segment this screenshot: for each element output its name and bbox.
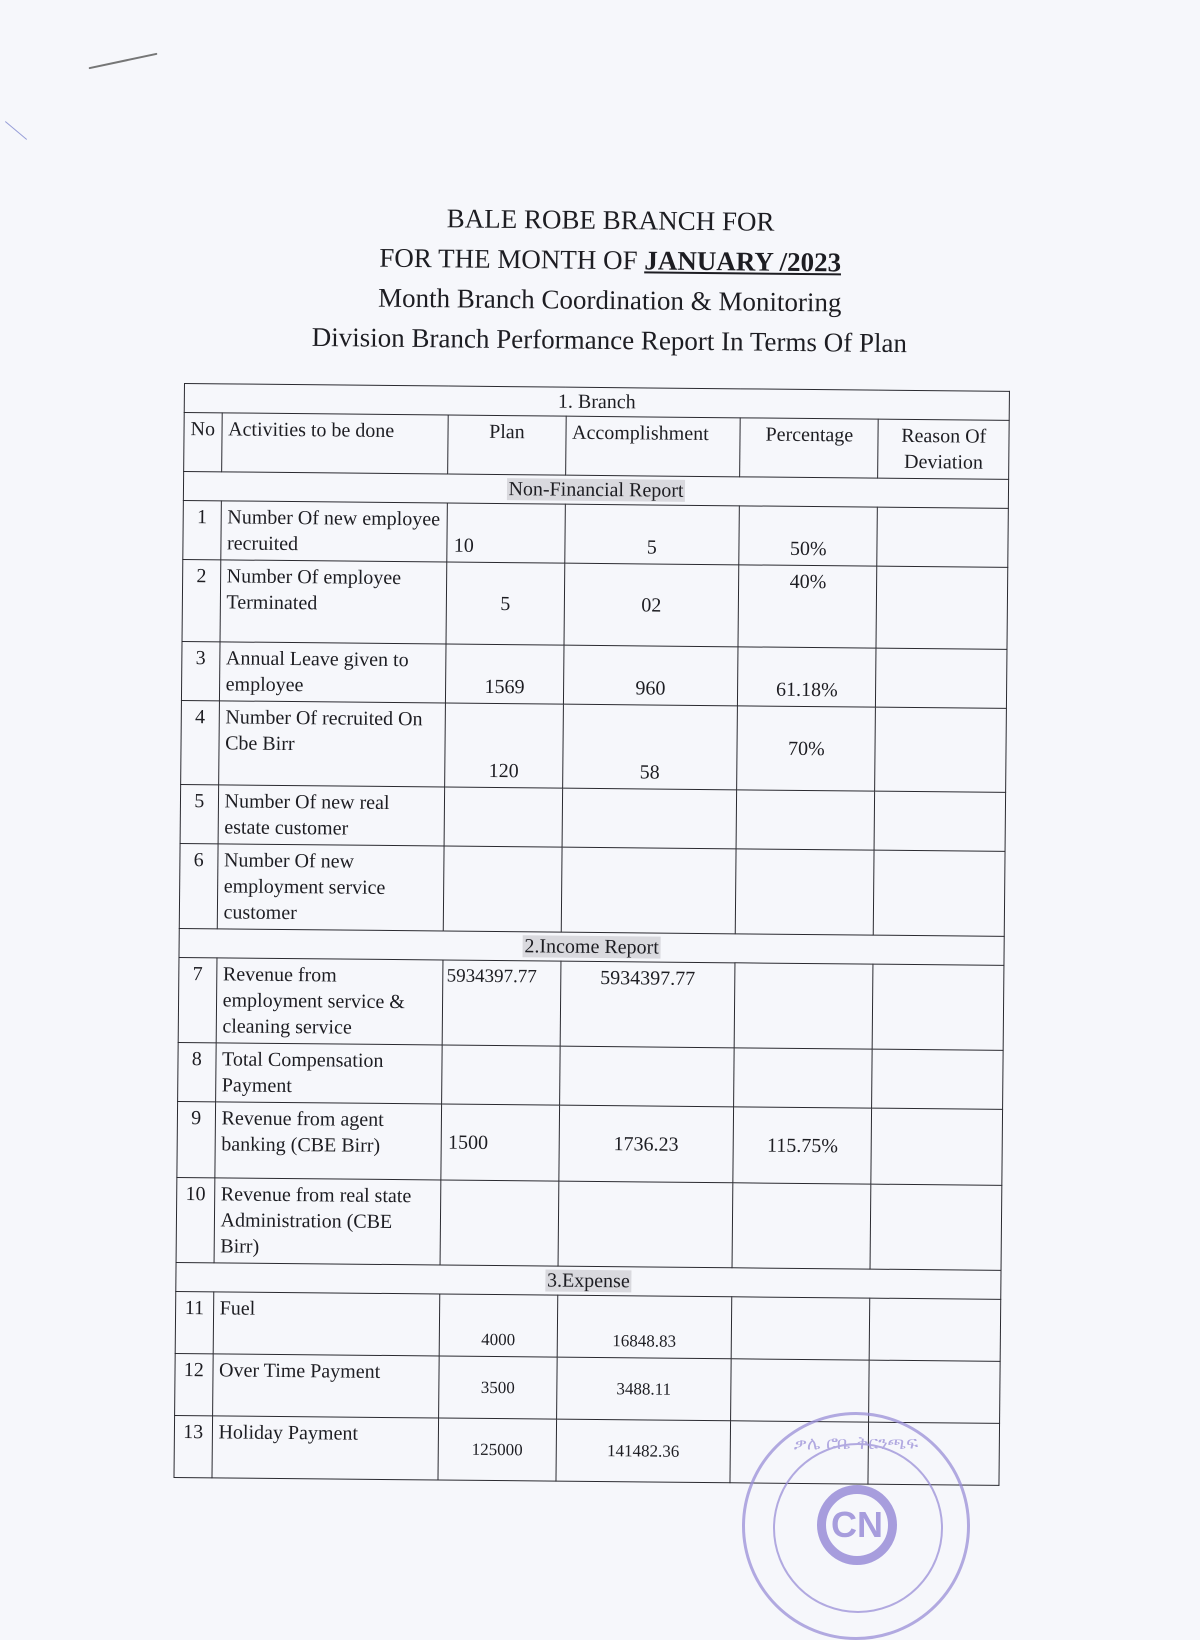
header-accomplishment: Accomplishment xyxy=(565,416,740,477)
header-activity: Activities to be done xyxy=(221,413,448,474)
table-title: 1. Branch xyxy=(184,384,1009,421)
row-reason xyxy=(876,566,1007,649)
heading-line-1: BALE ROBE BRANCH FOR xyxy=(446,203,775,237)
row-reason xyxy=(870,1184,1001,1270)
row-plan: 3500 xyxy=(439,1356,557,1419)
row-plan xyxy=(444,787,562,847)
row-no: 1 xyxy=(183,500,221,559)
table-row xyxy=(178,1042,1004,1109)
row-plan: 4000 xyxy=(439,1294,557,1357)
row-accomplishment: 5934397.77 xyxy=(560,961,736,1048)
row-activity: Revenue from real state Administration (CBE Birr) xyxy=(214,1178,442,1265)
row-activity: Over Time Payment xyxy=(212,1354,439,1418)
row-no: 6 xyxy=(179,843,217,928)
heading-line-4: Division Branch Performance Report In Terms Of Plan xyxy=(311,321,908,359)
header-plan: Plan xyxy=(448,415,566,475)
heading-prefix: FOR THE MONTH OF xyxy=(379,242,645,276)
row-activity: Revenue from employment service & cleaning service xyxy=(216,958,444,1045)
row-accomplishment xyxy=(562,788,737,849)
row-plan: 5 xyxy=(446,562,564,645)
section-label: 2.Income Report xyxy=(524,935,659,959)
table-row xyxy=(177,1101,1003,1185)
row-no: 4 xyxy=(181,700,219,784)
row-accomplishment xyxy=(559,1046,734,1107)
row-plan: 10 xyxy=(447,503,565,563)
row-plan xyxy=(440,1180,558,1266)
header-reason: Reason Of Deviation xyxy=(878,419,1009,479)
row-plan: 5934397.77 xyxy=(442,960,560,1046)
row-accomplishment: 3488.11 xyxy=(556,1357,731,1421)
row-no: 11 xyxy=(175,1291,213,1353)
row-activity: Total Compensation Payment xyxy=(215,1043,442,1104)
table-row xyxy=(176,1177,1002,1270)
row-no: 8 xyxy=(178,1042,216,1101)
row-activity: Annual Leave given to employee xyxy=(219,642,446,703)
row-percentage: 61.18% xyxy=(738,647,877,707)
row-plan: 120 xyxy=(445,703,563,788)
row-percentage: 40% xyxy=(738,565,877,648)
performance-table xyxy=(173,383,1009,1486)
row-reason xyxy=(875,707,1006,792)
row-reason xyxy=(871,1108,1002,1185)
heading-month: JANUARY /2023 xyxy=(644,245,842,278)
row-reason xyxy=(873,964,1004,1050)
row-activity: Number Of new employee recruited xyxy=(220,501,447,562)
row-percentage xyxy=(731,1297,870,1360)
row-percentage: 70% xyxy=(737,706,876,791)
row-activity: Number Of new real estate customer xyxy=(218,785,445,846)
row-no: 13 xyxy=(174,1415,212,1477)
row-plan: 1569 xyxy=(446,644,564,704)
row-plan xyxy=(444,846,562,932)
official-stamp xyxy=(742,1412,970,1640)
row-percentage xyxy=(736,790,875,850)
pen-mark xyxy=(89,53,158,70)
row-no: 10 xyxy=(176,1177,214,1262)
row-accomplishment: 5 xyxy=(564,504,739,565)
header-row xyxy=(184,413,1010,480)
report-heading xyxy=(239,196,981,364)
row-no: 9 xyxy=(177,1101,215,1177)
table-row xyxy=(179,843,1005,936)
row-activity: Number Of new employment service customer xyxy=(217,844,445,931)
row-reason xyxy=(869,1360,1000,1423)
table-row xyxy=(180,784,1006,851)
row-accomplishment xyxy=(561,847,737,934)
row-activity: Number Of employee Terminated xyxy=(220,560,447,644)
header-no: No xyxy=(184,413,222,472)
table-row xyxy=(178,957,1004,1050)
stamp-logo-icon: CN xyxy=(817,1485,897,1565)
row-reason xyxy=(870,1298,1001,1361)
row-activity: Revenue from agent banking (CBE Birr) xyxy=(214,1102,441,1180)
row-reason xyxy=(872,1049,1003,1109)
row-reason xyxy=(876,648,1007,708)
row-activity: Number Of recruited On Cbe Birr xyxy=(218,701,445,787)
row-no: 7 xyxy=(178,957,216,1042)
table-row xyxy=(181,641,1007,708)
table-row xyxy=(175,1291,1001,1361)
row-percentage xyxy=(734,963,873,1049)
section-label: 3.Expense xyxy=(546,1269,630,1293)
row-accomplishment: 02 xyxy=(564,563,739,647)
row-plan: 1500 xyxy=(441,1104,559,1181)
row-activity: Holiday Payment xyxy=(212,1416,439,1480)
heading-line-3: Month Branch Coordination & Monitoring xyxy=(377,282,842,318)
pen-mark xyxy=(5,121,27,140)
table-row xyxy=(182,559,1008,649)
row-no: 3 xyxy=(181,641,219,700)
row-accomplishment: 58 xyxy=(562,704,738,790)
row-plan: 125000 xyxy=(438,1418,556,1481)
stamp-ring-text: ቃሌ ሮቤ ቅርንጫፍ xyxy=(793,1433,919,1454)
row-reason xyxy=(877,507,1008,567)
row-percentage: 115.75% xyxy=(733,1107,872,1184)
row-percentage xyxy=(735,849,874,935)
row-percentage xyxy=(734,1048,873,1108)
row-accomplishment: 141482.36 xyxy=(555,1419,730,1483)
row-accomplishment: 16848.83 xyxy=(557,1295,732,1359)
row-accomplishment: 1736.23 xyxy=(558,1105,733,1183)
table-row xyxy=(181,700,1007,792)
table-row xyxy=(183,500,1009,567)
row-percentage xyxy=(732,1183,871,1269)
row-percentage: 50% xyxy=(739,506,878,566)
row-activity: Fuel xyxy=(213,1292,440,1356)
row-reason xyxy=(874,850,1005,936)
row-plan xyxy=(442,1045,560,1105)
row-accomplishment xyxy=(558,1181,734,1268)
row-no: 2 xyxy=(182,559,220,641)
row-accomplishment: 960 xyxy=(563,645,738,706)
row-reason xyxy=(875,791,1006,851)
row-no: 12 xyxy=(175,1353,213,1415)
header-percentage: Percentage xyxy=(740,418,879,478)
section-label: Non-Financial Report xyxy=(508,478,684,502)
row-no: 5 xyxy=(180,784,218,843)
